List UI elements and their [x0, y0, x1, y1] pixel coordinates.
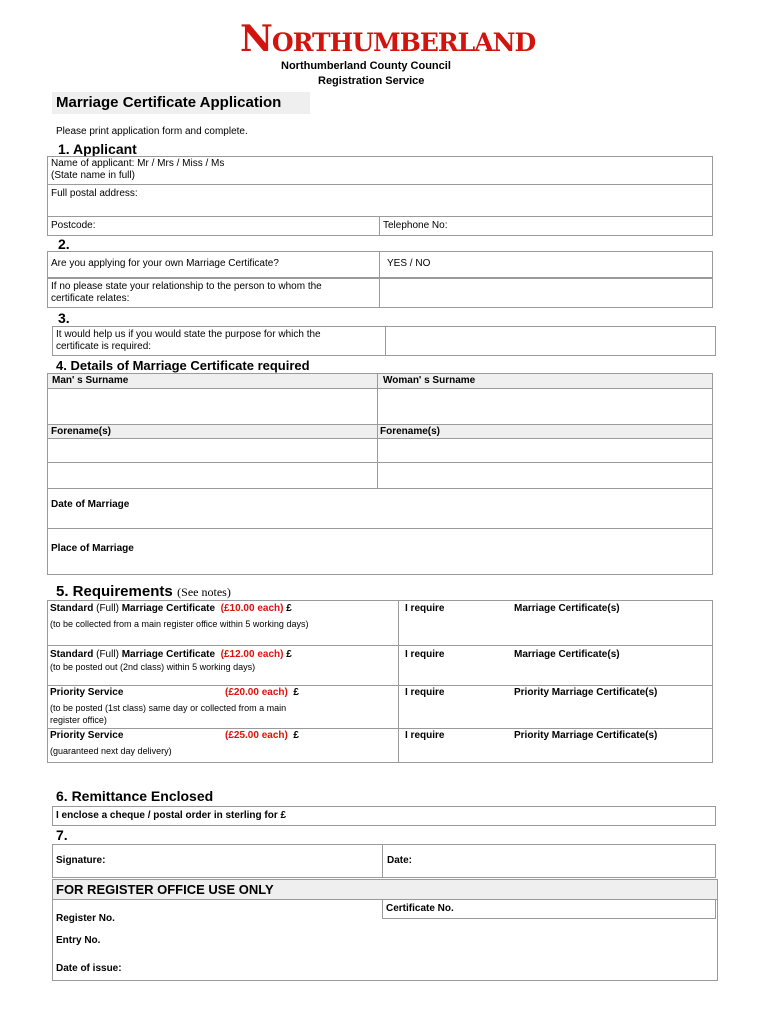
section-4-heading: 4. Details of Marriage Certificate required — [56, 358, 310, 373]
telephone-field[interactable]: Telephone No: — [383, 220, 448, 231]
postal-address-field[interactable]: Full postal address: — [51, 188, 138, 199]
relationship-label-2: certificate relates: — [51, 293, 130, 304]
intro-text: Please print application form and complete. — [56, 126, 248, 137]
relationship-input[interactable] — [381, 280, 711, 306]
section-6-heading: 6. Remittance Enclosed — [56, 788, 214, 804]
forename-right-label: Forename(s) — [380, 426, 441, 437]
remittance-label: I enclose a cheque / postal order in sterling for £ — [56, 810, 287, 821]
council-logo: Northumberland — [240, 18, 536, 60]
req-row-2-sub: (to be posted out (2nd class) within 5 working days) — [50, 662, 256, 672]
womans-forename-input[interactable] — [379, 440, 711, 486]
req-row-2-require[interactable]: I require — [405, 649, 445, 660]
place-of-marriage-input[interactable] — [150, 530, 710, 573]
postcode-field[interactable]: Postcode: — [51, 220, 96, 231]
applicant-name-sub: (State name in full) — [51, 170, 135, 181]
section-5-heading-wrap — [56, 583, 231, 601]
date-of-marriage-input[interactable] — [150, 490, 710, 526]
req-row-4-name: Priority Service — [50, 730, 124, 741]
req-row-3-price-wrap: (£20.00 each) £ — [225, 687, 299, 698]
mans-surname-input[interactable] — [49, 390, 375, 423]
section-2-heading: 2. — [58, 236, 70, 252]
relationship-label: If no please state your relationship to the person to whom the — [51, 281, 322, 292]
section-5-note: (See notes) — [177, 585, 231, 599]
purpose-label: It would help us if you would state the purpose for which the — [56, 329, 321, 340]
req-row-3-price: (£20.00 each) — [225, 687, 288, 698]
date-field[interactable]: Date: — [387, 855, 413, 866]
purpose-input[interactable] — [387, 328, 714, 354]
section-3-heading: 3. — [58, 310, 70, 326]
req-row-3-require[interactable]: I require — [405, 687, 445, 698]
req-row-4-sub: (guaranteed next day delivery) — [50, 746, 172, 756]
own-cert-answer[interactable]: YES / NO — [387, 258, 431, 269]
date-of-issue-label[interactable]: Date of issue: — [56, 963, 122, 974]
service-name: Registration Service — [318, 75, 425, 87]
req-row-1-require[interactable]: I require — [405, 603, 445, 614]
applicant-name-field[interactable]: Name of applicant: Mr / Mrs / Miss / Ms — [51, 158, 225, 169]
req-row-1-item: Marriage Certificate(s) — [514, 603, 620, 614]
forename-left-label: Forename(s) — [51, 426, 112, 437]
req-row-4-require[interactable]: I require — [405, 730, 445, 741]
req-row-2-item: Marriage Certificate(s) — [514, 649, 620, 660]
womans-surname-input[interactable] — [379, 390, 711, 423]
purpose-label-2: certificate is required: — [56, 341, 152, 352]
own-cert-question: Are you applying for your own Marriage Certificate? — [51, 258, 279, 269]
signature-field[interactable]: Signature: — [56, 855, 106, 866]
section-1-heading: 1. Applicant — [58, 141, 137, 157]
place-of-marriage-label: Place of Marriage — [51, 543, 134, 554]
council-name: Northumberland County Council — [281, 60, 451, 72]
mans-surname-label: Man' s Surname — [52, 375, 129, 386]
req-row-4-price-wrap: (£25.00 each) £ — [225, 730, 299, 741]
section-7-heading: 7. — [56, 827, 68, 843]
certificate-no-label[interactable]: Certificate No. — [386, 903, 454, 914]
req-row-4-item: Priority Marriage Certificate(s) — [514, 730, 658, 741]
req-row-3-name: Priority Service — [50, 687, 124, 698]
req-row-3-item: Priority Marriage Certificate(s) — [514, 687, 658, 698]
req-row-2-price: (£12.00 each) — [220, 649, 284, 660]
req-row-4-price: (£25.00 each) — [225, 730, 288, 741]
req-row-1-name: Standard (Full) Marriage Certificate (£10.00 each) £ — [50, 603, 292, 614]
req-row-1-price: (£10.00 each) — [220, 603, 284, 614]
entry-no-label[interactable]: Entry No. — [56, 935, 101, 946]
mans-forename-input[interactable] — [49, 440, 375, 486]
section-5-heading: 5. Requirements — [56, 583, 173, 600]
page-title: Marriage Certificate Application — [56, 94, 282, 111]
signature-box — [52, 844, 716, 878]
req-row-1-sub: (to be collected from a main register office within 5 working days) — [50, 619, 309, 629]
date-of-marriage-label: Date of Marriage — [51, 499, 130, 510]
req-row-2-name: Standard (Full) Marriage Certificate (£12.00 each) £ — [50, 649, 292, 660]
req-row-3-sub: (to be posted (1st class) same day or collected from a main — [50, 703, 287, 713]
womans-surname-label: Woman' s Surname — [383, 375, 476, 386]
req-row-3-sub-2: register office) — [50, 715, 107, 725]
office-use-heading: FOR REGISTER OFFICE USE ONLY — [56, 882, 274, 897]
register-no-label[interactable]: Register No. — [56, 913, 115, 924]
